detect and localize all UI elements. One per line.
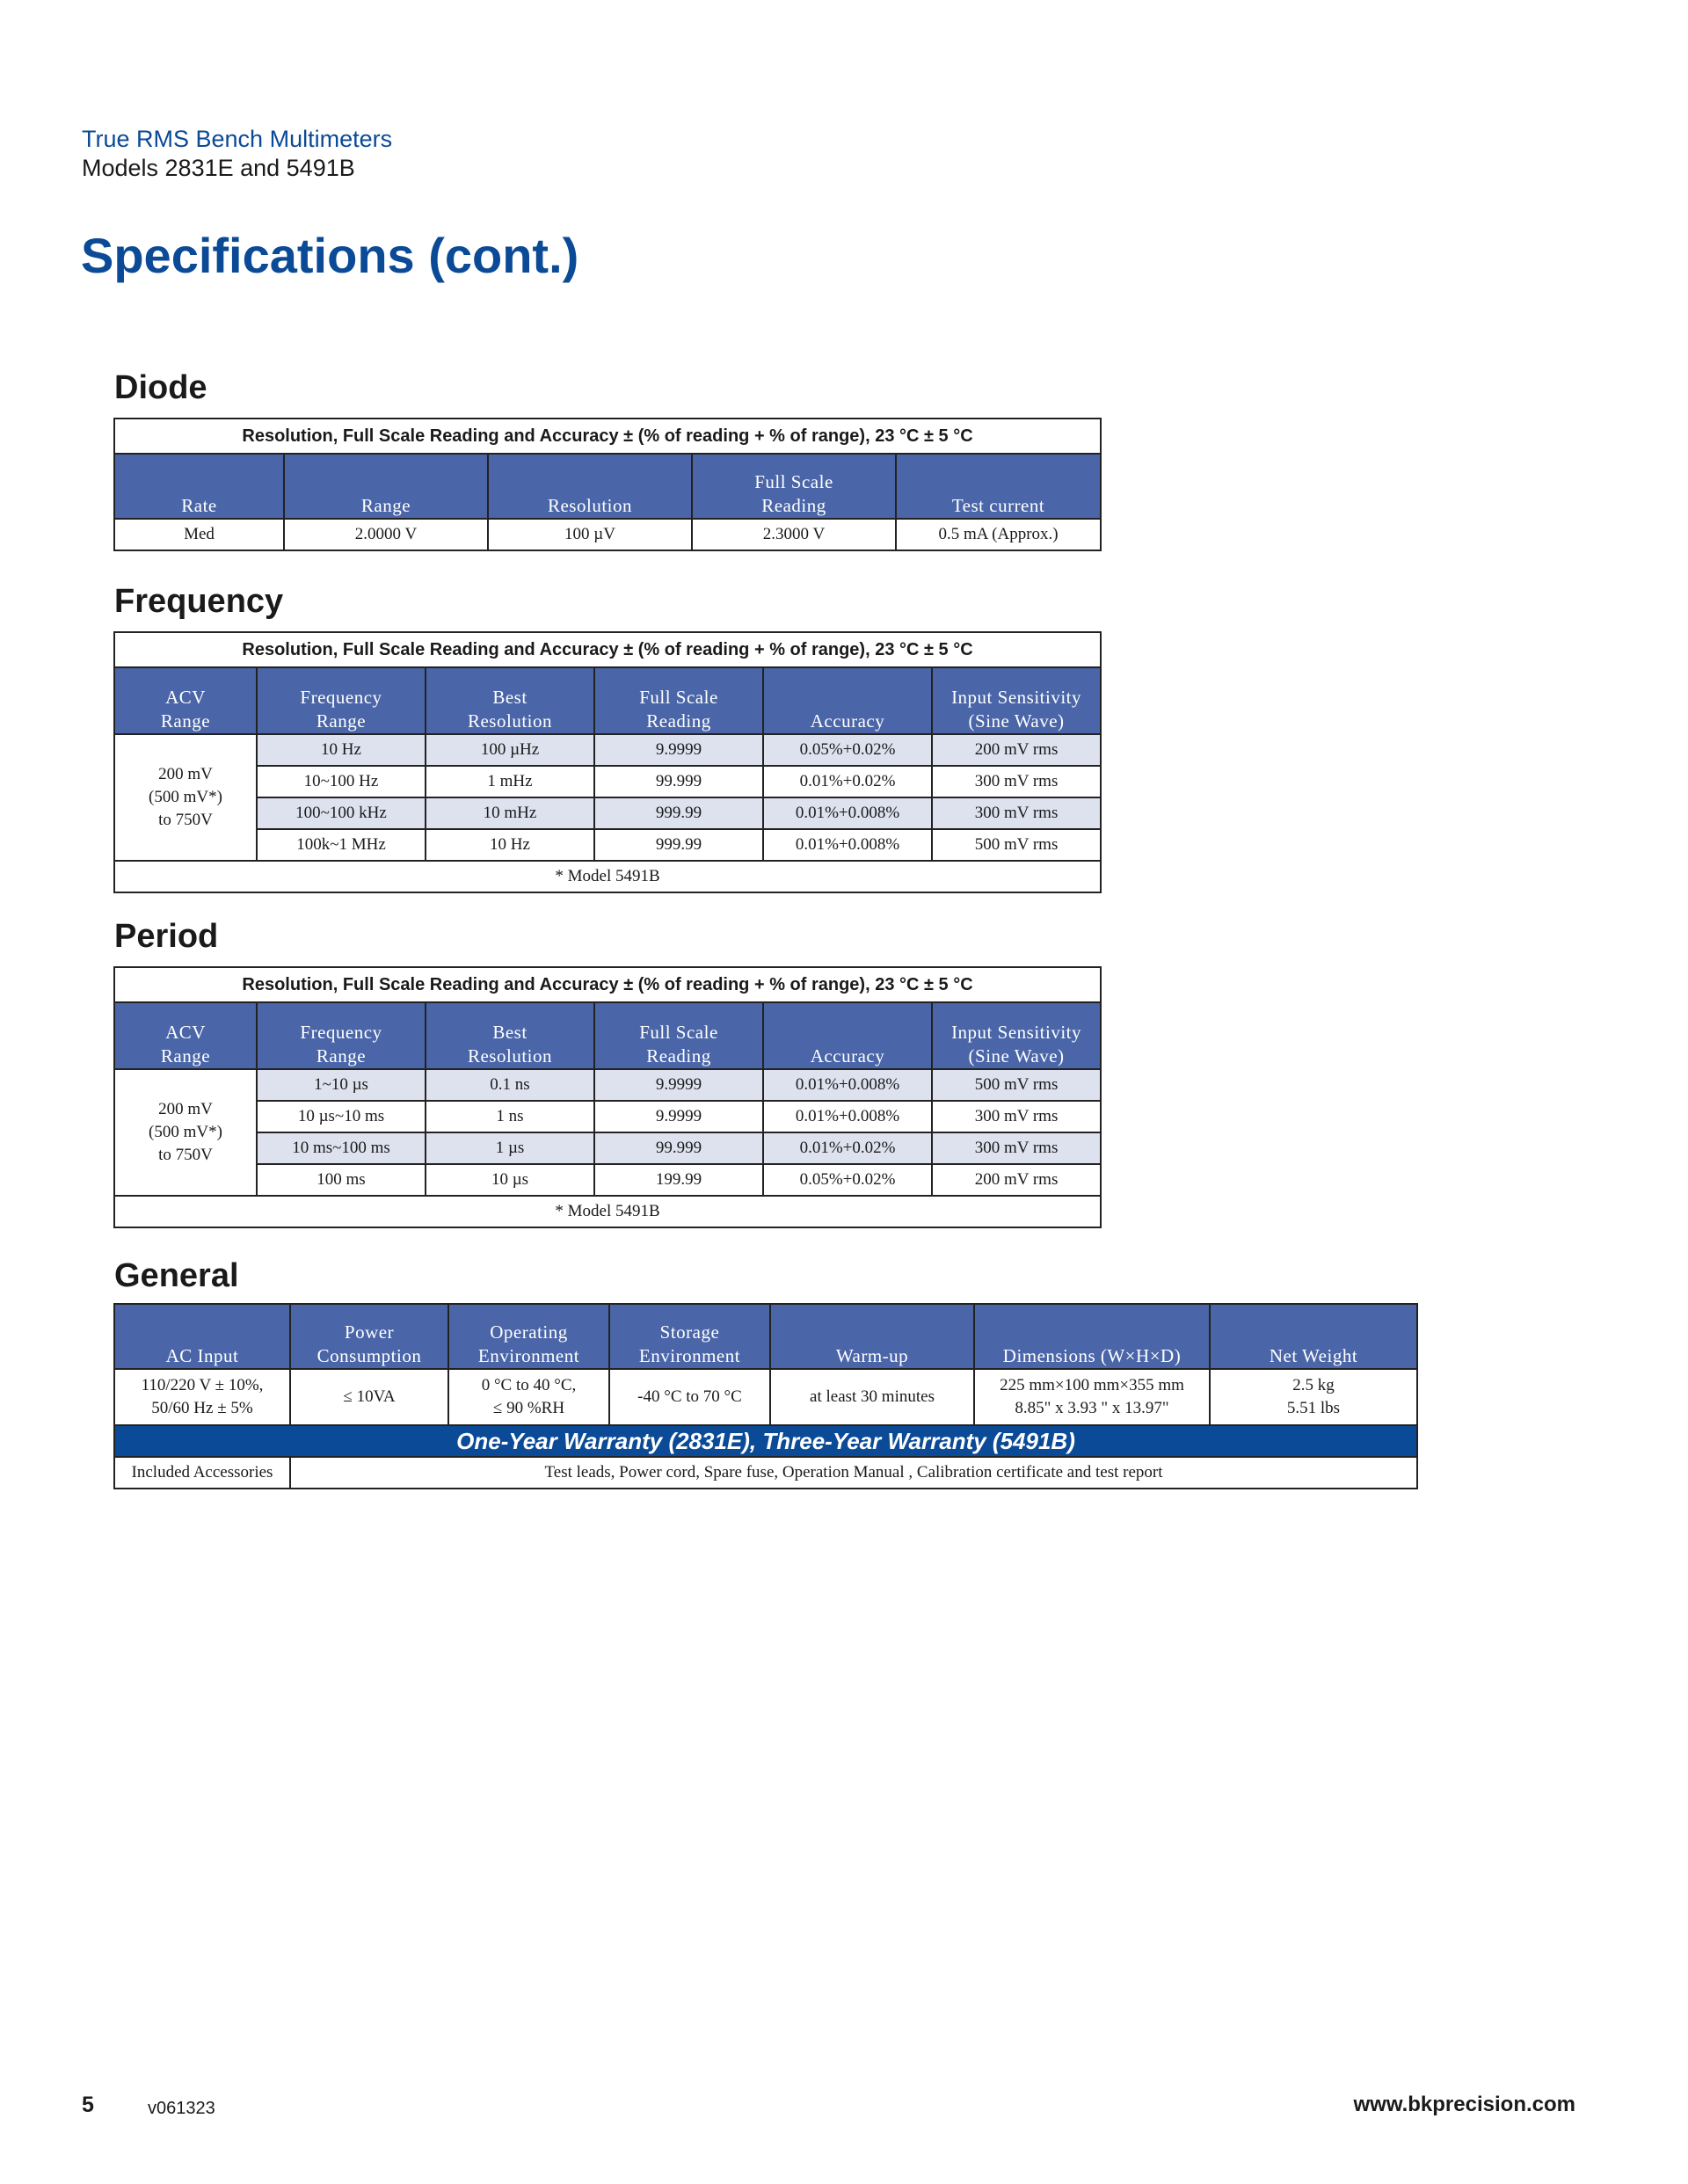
header-models: Models 2831E and 5491B: [82, 155, 355, 181]
period-col-accuracy: Accuracy: [763, 1002, 932, 1069]
table-cell: 0.01%+0.008%: [763, 1069, 932, 1101]
period-col-frequency-range: Frequency Range: [257, 1002, 426, 1069]
table-cell: 10 Hz: [257, 734, 426, 766]
table-row: [114, 1369, 1417, 1425]
frequency-table: [113, 631, 1102, 893]
table-row: [114, 519, 1101, 550]
table-cell: 99.999: [594, 1132, 763, 1164]
table-cell: 199.99: [594, 1164, 763, 1196]
table-cell: 10~100 Hz: [257, 766, 426, 797]
diode-col-full-scale: Full Scale Reading: [692, 454, 896, 519]
table-row: [114, 1132, 1101, 1164]
table-cell: -40 °C to 70 °C: [609, 1369, 770, 1425]
period-col-best-resolution: Best Resolution: [426, 1002, 594, 1069]
accessories-row: [114, 1457, 1417, 1489]
period-acv-range-cell: 200 mV (500 mV*) to 750V: [114, 1069, 257, 1196]
diode-caption: Resolution, Full Scale Reading and Accuracy ± (% of reading + % of range), 23 °C ± 5 °C: [114, 419, 1101, 454]
table-cell: 300 mV rms: [932, 1101, 1101, 1132]
table-cell: 9.9999: [594, 1101, 763, 1132]
general-col-power: Power Consumption: [290, 1304, 448, 1369]
table-cell: 999.99: [594, 797, 763, 829]
frequency-col-best-resolution: Best Resolution: [426, 667, 594, 734]
table-cell: 0.01%+0.02%: [763, 1132, 932, 1164]
accessories-value: Test leads, Power cord, Spare fuse, Operation Manual , Calibration certificate and test report: [290, 1457, 1417, 1489]
table-cell: 10 Hz: [426, 829, 594, 861]
table-cell: 0.01%+0.008%: [763, 797, 932, 829]
table-cell: 99.999: [594, 766, 763, 797]
table-row: [114, 734, 1101, 766]
general-col-storage: Storage Environment: [609, 1304, 770, 1369]
version-label: v061323: [148, 2099, 215, 2118]
general-section-title: General: [114, 1257, 239, 1294]
header-product-line: True RMS Bench Multimeters: [82, 126, 393, 152]
general-table: [113, 1303, 1418, 1489]
table-row: [114, 829, 1101, 861]
table-cell: 0.05%+0.02%: [763, 1164, 932, 1196]
period-caption: Resolution, Full Scale Reading and Accuracy ± (% of reading + % of range), 23 °C ± 5 °C: [114, 967, 1101, 1002]
general-header-row: [114, 1304, 1417, 1369]
period-footnote: * Model 5491B: [114, 1196, 1101, 1227]
table-cell: 200 mV rms: [932, 1164, 1101, 1196]
diode-col-range: Range: [284, 454, 488, 519]
table-cell: 0.1 ns: [426, 1069, 594, 1101]
table-cell: 10 µs: [426, 1164, 594, 1196]
website-link[interactable]: www.bkprecision.com: [1353, 2093, 1575, 2116]
table-cell: 2.3000 V: [692, 519, 896, 550]
table-cell: 500 mV rms: [932, 1069, 1101, 1101]
general-col-net-weight: Net Weight: [1210, 1304, 1417, 1369]
table-cell: 100 ms: [257, 1164, 426, 1196]
table-cell: 10 µs~10 ms: [257, 1101, 426, 1132]
table-cell: at least 30 minutes: [770, 1369, 974, 1425]
table-cell: 100~100 kHz: [257, 797, 426, 829]
table-cell: 225 mm×100 mm×355 mm 8.85" x 3.93 " x 13.97": [974, 1369, 1210, 1425]
table-cell: 999.99: [594, 829, 763, 861]
frequency-col-input-sensitivity: Input Sensitivity (Sine Wave): [932, 667, 1101, 734]
table-cell: 1 µs: [426, 1132, 594, 1164]
table-cell: 9.9999: [594, 1069, 763, 1101]
table-cell: 300 mV rms: [932, 766, 1101, 797]
period-table: [113, 966, 1102, 1228]
general-col-operating: Operating Environment: [448, 1304, 609, 1369]
table-cell: 2.5 kg 5.51 lbs: [1210, 1369, 1417, 1425]
table-row: [114, 1101, 1101, 1132]
diode-table: [113, 418, 1102, 551]
general-col-dimensions: Dimensions (W×H×D): [974, 1304, 1210, 1369]
frequency-col-accuracy: Accuracy: [763, 667, 932, 734]
table-cell: 10 mHz: [426, 797, 594, 829]
table-cell: ≤ 10VA: [290, 1369, 448, 1425]
warranty-row: [114, 1425, 1417, 1457]
period-header-row: [114, 1002, 1101, 1069]
frequency-footnote: * Model 5491B: [114, 861, 1101, 892]
table-cell: 0 °C to 40 °C, ≤ 90 %RH: [448, 1369, 609, 1425]
table-cell: Med: [114, 519, 284, 550]
table-cell: 1~10 µs: [257, 1069, 426, 1101]
period-col-full-scale: Full Scale Reading: [594, 1002, 763, 1069]
table-cell: 0.01%+0.02%: [763, 766, 932, 797]
table-cell: 200 mV rms: [932, 734, 1101, 766]
table-cell: 300 mV rms: [932, 1132, 1101, 1164]
table-cell: 100 µV: [488, 519, 692, 550]
table-row: [114, 766, 1101, 797]
frequency-col-full-scale: Full Scale Reading: [594, 667, 763, 734]
period-col-acv-range: ACV Range: [114, 1002, 257, 1069]
warranty-banner: One-Year Warranty (2831E), Three-Year Warranty (5491B): [114, 1425, 1417, 1457]
general-col-ac-input: AC Input: [114, 1304, 290, 1369]
frequency-acv-range-cell: 200 mV (500 mV*) to 750V: [114, 734, 257, 861]
table-cell: 2.0000 V: [284, 519, 488, 550]
frequency-col-acv-range: ACV Range: [114, 667, 257, 734]
table-cell: 1 mHz: [426, 766, 594, 797]
diode-col-test-current: Test current: [896, 454, 1101, 519]
accessories-label: Included Accessories: [114, 1457, 290, 1489]
table-cell: 1 ns: [426, 1101, 594, 1132]
table-cell: 9.9999: [594, 734, 763, 766]
frequency-caption: Resolution, Full Scale Reading and Accuracy ± (% of reading + % of range), 23 °C ± 5 °C: [114, 632, 1101, 667]
diode-col-resolution: Resolution: [488, 454, 692, 519]
table-cell: 0.5 mA (Approx.): [896, 519, 1101, 550]
table-cell: 300 mV rms: [932, 797, 1101, 829]
table-row: [114, 797, 1101, 829]
frequency-section-title: Frequency: [114, 583, 284, 620]
table-cell: 100k~1 MHz: [257, 829, 426, 861]
frequency-col-frequency-range: Frequency Range: [257, 667, 426, 734]
table-cell: 0.01%+0.008%: [763, 829, 932, 861]
table-cell: 100 µHz: [426, 734, 594, 766]
table-cell: 500 mV rms: [932, 829, 1101, 861]
diode-header-row: [114, 454, 1101, 519]
page-title: Specifications (cont.): [81, 228, 579, 283]
table-cell: 110/220 V ± 10%, 50/60 Hz ± 5%: [114, 1369, 290, 1425]
table-cell: 10 ms~100 ms: [257, 1132, 426, 1164]
table-cell: 0.05%+0.02%: [763, 734, 932, 766]
period-col-input-sensitivity: Input Sensitivity (Sine Wave): [932, 1002, 1101, 1069]
table-row: [114, 1164, 1101, 1196]
diode-col-rate: Rate: [114, 454, 284, 519]
diode-section-title: Diode: [114, 369, 207, 406]
table-row: [114, 1069, 1101, 1101]
general-col-warmup: Warm-up: [770, 1304, 974, 1369]
period-section-title: Period: [114, 918, 219, 955]
page-number: 5: [82, 2093, 94, 2117]
table-cell: 0.01%+0.008%: [763, 1101, 932, 1132]
frequency-header-row: [114, 667, 1101, 734]
